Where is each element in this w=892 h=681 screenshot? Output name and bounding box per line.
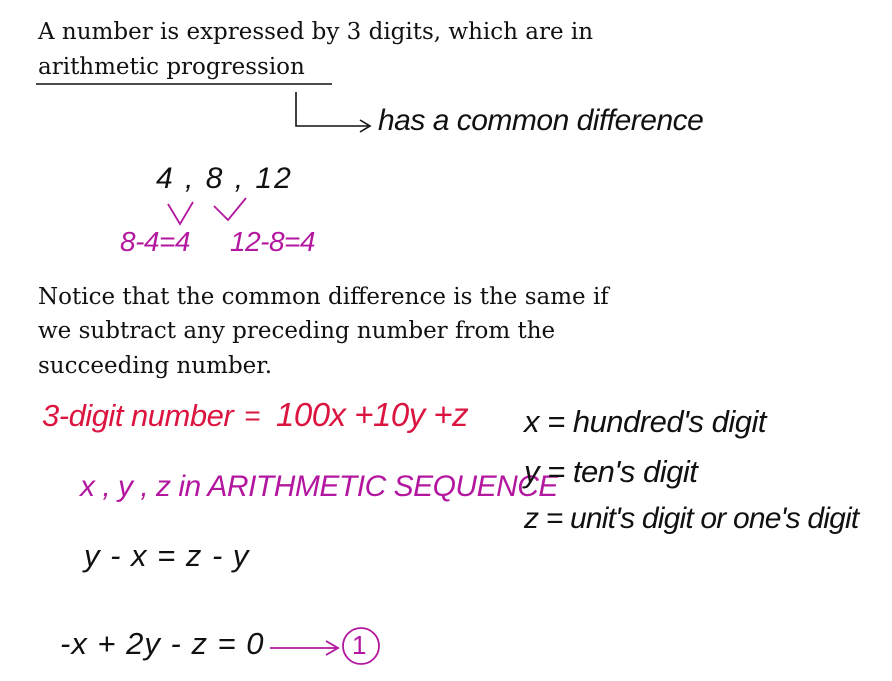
equation-number: 1 [352, 630, 366, 660]
example-sequence: 4 , 8 , 12 [156, 162, 293, 195]
equation-2: -x + 2y - z = 0 [60, 626, 265, 661]
notice-line-3: succeeding number. [38, 353, 273, 379]
notice-line-1: Notice that the common difference is the same if [38, 284, 609, 310]
sequence-note: x , y , z in ARITHMETIC SEQUENCE [80, 470, 558, 503]
example-diff-1: 8-4=4 [120, 226, 190, 257]
intro-line-1: A number is expressed by 3 digits, which are in [38, 19, 594, 45]
three-digit-label: 3-digit number [42, 398, 234, 433]
definition-x: x = hundred's digit [524, 404, 766, 439]
example-diff-2: 12-8=4 [230, 226, 315, 257]
common-difference-note: has a common difference [378, 104, 704, 137]
notice-line-2: we subtract any preceding number from the [38, 318, 556, 344]
check-mark-1-icon [168, 202, 193, 224]
equation-1: y - x = z - y [84, 538, 250, 573]
number-expression: 100x +10y +z [276, 396, 469, 433]
equals-sign: = [244, 400, 260, 431]
definition-y: y = ten's digit [524, 454, 698, 489]
intro-line-2: arithmetic progression [38, 54, 305, 80]
check-mark-2-icon [214, 198, 246, 220]
elbow-arrow-line [296, 92, 368, 126]
definition-z: z = unit's digit or one's digit [524, 502, 859, 535]
